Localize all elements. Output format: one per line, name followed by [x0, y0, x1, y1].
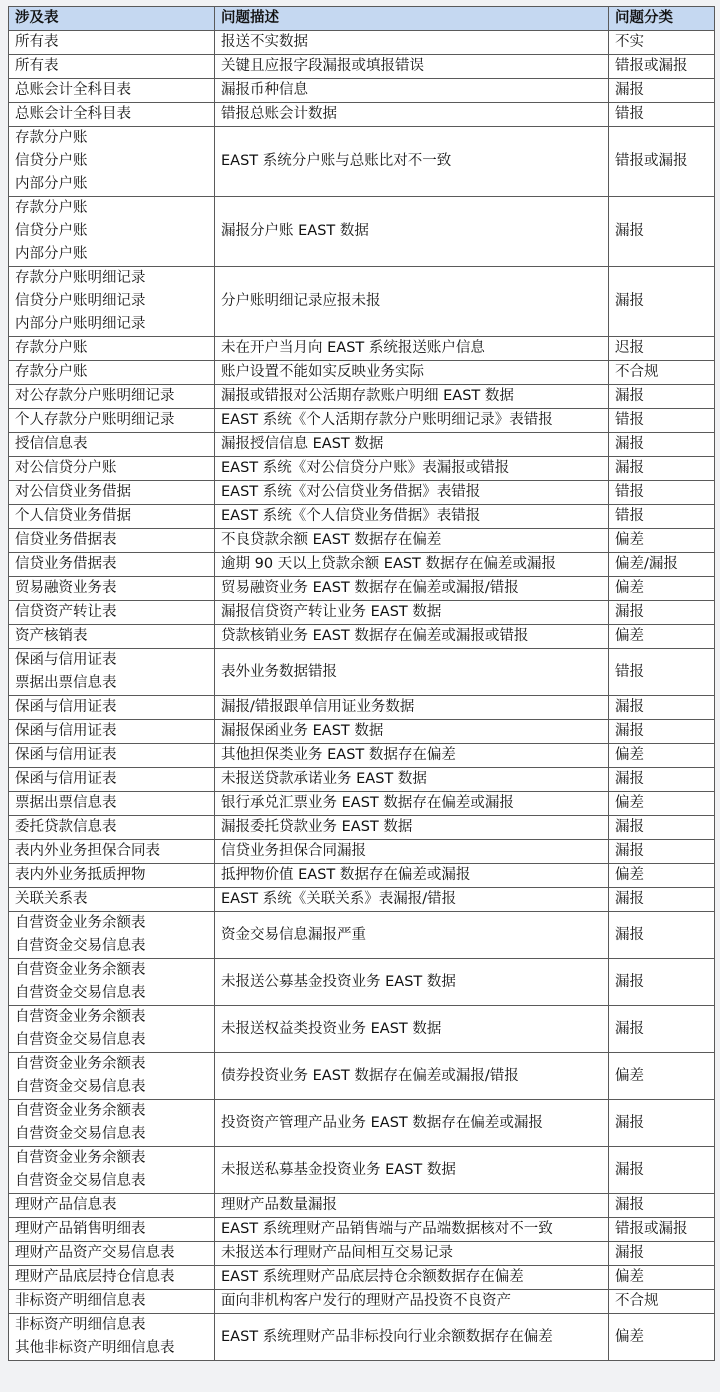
cell-category: 漏报	[609, 959, 715, 1006]
cell-description: 漏报币种信息	[215, 79, 609, 103]
cell-description: EAST 系统理财产品非标投向行业余额数据存在偏差	[215, 1314, 609, 1361]
cell-description: 账户设置不能如实反映业务实际	[215, 361, 609, 385]
table-name: 内部分户账	[15, 246, 88, 262]
cell-description: 漏报分户账 EAST 数据	[215, 197, 609, 267]
table-row	[9, 649, 715, 696]
table-name: 非标资产明细信息表	[15, 1317, 146, 1333]
cell-category: 偏差	[609, 864, 715, 888]
cell-tables	[9, 481, 215, 505]
table-row	[9, 888, 715, 912]
table-name: 票据出票信息表	[15, 675, 117, 691]
cell-tables	[9, 601, 215, 625]
cell-description: 贷款核销业务 EAST 数据存在偏差或漏报或错报	[215, 625, 609, 649]
table-name: 自营资金交易信息表	[15, 1032, 146, 1048]
table-name: 自营资金业务余额表	[15, 915, 146, 931]
cell-description: 面向非机构客户发行的理财产品投资不良资产	[215, 1290, 609, 1314]
cell-category: 迟报	[609, 337, 715, 361]
table-row	[9, 505, 715, 529]
cell-category: 错报	[609, 481, 715, 505]
cell-category: 不实	[609, 31, 715, 55]
table-name: 票据出票信息表	[15, 795, 117, 811]
table-name: 内部分户账明细记录	[15, 316, 146, 332]
cell-category: 偏差	[609, 1314, 715, 1361]
cell-tables	[9, 127, 215, 197]
cell-category: 漏报	[609, 433, 715, 457]
table-row	[9, 385, 715, 409]
cell-description: 未报送本行理财产品间相互交易记录	[215, 1242, 609, 1266]
cell-description: 投资资产管理产品业务 EAST 数据存在偏差或漏报	[215, 1100, 609, 1147]
table-name: 信贷分户账	[15, 223, 88, 239]
table-name: 对公存款分户账明细记录	[15, 388, 175, 404]
cell-category: 漏报	[609, 768, 715, 792]
cell-description: 不良贷款余额 EAST 数据存在偏差	[215, 529, 609, 553]
cell-tables	[9, 197, 215, 267]
cell-description: 债券投资业务 EAST 数据存在偏差或漏报/错报	[215, 1053, 609, 1100]
table-row	[9, 267, 715, 337]
table-name: 自营资金业务余额表	[15, 1103, 146, 1119]
cell-tables	[9, 79, 215, 103]
table-name: 理财产品信息表	[15, 1197, 117, 1213]
cell-category: 漏报	[609, 1242, 715, 1266]
cell-description: 未报送私募基金投资业务 EAST 数据	[215, 1147, 609, 1194]
cell-description: EAST 系统《个人信贷业务借据》表错报	[215, 505, 609, 529]
cell-category: 错报或漏报	[609, 55, 715, 79]
cell-tables	[9, 1314, 215, 1361]
cell-description: 漏报保函业务 EAST 数据	[215, 720, 609, 744]
table-name: 对公信贷业务借据	[15, 484, 131, 500]
table-header	[9, 7, 715, 31]
table-name: 表内外业务担保合同表	[15, 843, 160, 859]
table-name: 自营资金业务余额表	[15, 1056, 146, 1072]
table-name: 委托贷款信息表	[15, 819, 117, 835]
cell-category: 偏差	[609, 1053, 715, 1100]
table-row	[9, 577, 715, 601]
cell-description: 逾期 90 天以上贷款余额 EAST 数据存在偏差或漏报	[215, 553, 609, 577]
table-name: 表内外业务抵质押物	[15, 867, 146, 883]
cell-category: 偏差	[609, 1266, 715, 1290]
table-row	[9, 792, 715, 816]
table-row	[9, 1266, 715, 1290]
table-name: 其他非标资产明细信息表	[15, 1340, 175, 1356]
cell-tables	[9, 625, 215, 649]
cell-tables	[9, 1147, 215, 1194]
cell-category: 漏报	[609, 840, 715, 864]
table-row	[9, 696, 715, 720]
table-name: 所有表	[15, 34, 59, 50]
table-row	[9, 337, 715, 361]
table-name: 存款分户账明细记录	[15, 270, 146, 286]
cell-description: 关键且应报字段漏报或填报错误	[215, 55, 609, 79]
cell-tables	[9, 1100, 215, 1147]
table-name: 所有表	[15, 58, 59, 74]
cell-tables	[9, 888, 215, 912]
cell-tables	[9, 864, 215, 888]
cell-tables	[9, 385, 215, 409]
cell-category: 漏报	[609, 696, 715, 720]
cell-tables	[9, 505, 215, 529]
table-name: 保函与信用证表	[15, 723, 117, 739]
cell-description: EAST 系统分户账与总账比对不一致	[215, 127, 609, 197]
table-name: 总账会计全科目表	[15, 82, 131, 98]
table-row	[9, 1242, 715, 1266]
table-row	[9, 959, 715, 1006]
table-row	[9, 1006, 715, 1053]
cell-description: 理财产品数量漏报	[215, 1194, 609, 1218]
cell-tables	[9, 1194, 215, 1218]
cell-description: 表外业务数据错报	[215, 649, 609, 696]
cell-tables	[9, 1218, 215, 1242]
cell-category: 漏报	[609, 912, 715, 959]
table-name: 总账会计全科目表	[15, 106, 131, 122]
header-category: 问题分类	[609, 7, 715, 31]
table-name: 存款分户账	[15, 340, 88, 356]
cell-tables	[9, 31, 215, 55]
cell-category: 漏报	[609, 720, 715, 744]
table-name: 非标资产明细信息表	[15, 1293, 146, 1309]
cell-tables	[9, 720, 215, 744]
cell-tables	[9, 696, 215, 720]
table-name: 信贷分户账明细记录	[15, 293, 146, 309]
table-row	[9, 720, 715, 744]
table-row	[9, 1314, 715, 1361]
table-row	[9, 1147, 715, 1194]
cell-description: 其他担保类业务 EAST 数据存在偏差	[215, 744, 609, 768]
table-row	[9, 55, 715, 79]
cell-category: 漏报	[609, 457, 715, 481]
cell-category: 偏差	[609, 577, 715, 601]
cell-category: 漏报	[609, 1147, 715, 1194]
cell-description: 贸易融资业务 EAST 数据存在偏差或漏报/错报	[215, 577, 609, 601]
cell-description: 漏报或错报对公活期存款账户明细 EAST 数据	[215, 385, 609, 409]
table-name: 理财产品资产交易信息表	[15, 1245, 175, 1261]
header-description: 问题描述	[215, 7, 609, 31]
cell-tables	[9, 1006, 215, 1053]
cell-description: 抵押物价值 EAST 数据存在偏差或漏报	[215, 864, 609, 888]
cell-tables	[9, 959, 215, 1006]
table-name: 自营资金交易信息表	[15, 938, 146, 954]
cell-category: 漏报	[609, 385, 715, 409]
cell-category: 漏报	[609, 197, 715, 267]
cell-description: EAST 系统《个人活期存款分户账明细记录》表错报	[215, 409, 609, 433]
cell-category: 漏报	[609, 1100, 715, 1147]
cell-category: 错报	[609, 505, 715, 529]
table-name: 信贷分户账	[15, 153, 88, 169]
table-name: 自营资金交易信息表	[15, 1126, 146, 1142]
table-name: 内部分户账	[15, 176, 88, 192]
cell-description: EAST 系统理财产品底层持仓余额数据存在偏差	[215, 1266, 609, 1290]
table-row	[9, 1194, 715, 1218]
cell-tables	[9, 457, 215, 481]
cell-description: 分户账明细记录应报未报	[215, 267, 609, 337]
table-row	[9, 103, 715, 127]
cell-description: 未在开户当月向 EAST 系统报送账户信息	[215, 337, 609, 361]
table-name: 信贷业务借据表	[15, 556, 117, 572]
table-name: 理财产品销售明细表	[15, 1221, 146, 1237]
cell-tables	[9, 816, 215, 840]
cell-tables	[9, 1242, 215, 1266]
table-body	[9, 31, 715, 1361]
cell-tables	[9, 792, 215, 816]
table-row	[9, 79, 715, 103]
cell-description: 资金交易信息漏报严重	[215, 912, 609, 959]
cell-description: 未报送公募基金投资业务 EAST 数据	[215, 959, 609, 1006]
table-name: 自营资金业务余额表	[15, 1009, 146, 1025]
table-row	[9, 744, 715, 768]
table-name: 自营资金业务余额表	[15, 1150, 146, 1166]
table-name: 个人存款分户账明细记录	[15, 412, 175, 428]
cell-tables	[9, 409, 215, 433]
cell-tables	[9, 912, 215, 959]
table-name: 贸易融资业务表	[15, 580, 117, 596]
cell-description: 报送不实数据	[215, 31, 609, 55]
cell-description: EAST 系统理财产品销售端与产品端数据核对不一致	[215, 1218, 609, 1242]
cell-description: EAST 系统《对公信贷分户账》表漏报或错报	[215, 457, 609, 481]
cell-category: 不合规	[609, 361, 715, 385]
cell-category: 偏差	[609, 792, 715, 816]
table-name: 信贷业务借据表	[15, 532, 117, 548]
table-name: 存款分户账	[15, 364, 88, 380]
table-name: 存款分户账	[15, 200, 88, 216]
cell-tables	[9, 577, 215, 601]
table-name: 理财产品底层持仓信息表	[15, 1269, 175, 1285]
cell-tables	[9, 1053, 215, 1100]
cell-description: 错报总账会计数据	[215, 103, 609, 127]
cell-tables	[9, 529, 215, 553]
table-name: 授信信息表	[15, 436, 88, 452]
table-row	[9, 433, 715, 457]
table-name: 保函与信用证表	[15, 652, 117, 668]
header-row	[9, 7, 715, 31]
cell-category: 漏报	[609, 267, 715, 337]
table-row	[9, 127, 715, 197]
cell-category: 漏报	[609, 79, 715, 103]
table-row	[9, 481, 715, 505]
table-name: 保函与信用证表	[15, 747, 117, 763]
cell-category: 偏差/漏报	[609, 553, 715, 577]
table-name: 保函与信用证表	[15, 699, 117, 715]
cell-tables	[9, 553, 215, 577]
cell-tables	[9, 1266, 215, 1290]
cell-category: 漏报	[609, 1194, 715, 1218]
cell-category: 漏报	[609, 816, 715, 840]
cell-category: 漏报	[609, 601, 715, 625]
cell-category: 偏差	[609, 744, 715, 768]
cell-description: 银行承兑汇票业务 EAST 数据存在偏差或漏报	[215, 792, 609, 816]
cell-description: 未报送权益类投资业务 EAST 数据	[215, 1006, 609, 1053]
table-name: 自营资金交易信息表	[15, 985, 146, 1001]
table-name: 存款分户账	[15, 130, 88, 146]
cell-category: 偏差	[609, 529, 715, 553]
cell-description: 漏报信贷资产转让业务 EAST 数据	[215, 601, 609, 625]
cell-description: 漏报/错报跟单信用证业务数据	[215, 696, 609, 720]
cell-category: 错报	[609, 409, 715, 433]
table-row	[9, 457, 715, 481]
cell-tables	[9, 768, 215, 792]
cell-tables	[9, 267, 215, 337]
cell-category: 错报	[609, 649, 715, 696]
table-name: 自营资金交易信息表	[15, 1173, 146, 1189]
table-row	[9, 1100, 715, 1147]
table-row	[9, 1218, 715, 1242]
table-row	[9, 1053, 715, 1100]
table-row	[9, 409, 715, 433]
table-name: 信贷资产转让表	[15, 604, 117, 620]
cell-description: EAST 系统《关联关系》表漏报/错报	[215, 888, 609, 912]
table-row	[9, 31, 715, 55]
table-name: 个人信贷业务借据	[15, 508, 131, 524]
cell-category: 错报	[609, 103, 715, 127]
table-row	[9, 864, 715, 888]
table-row	[9, 816, 715, 840]
cell-description: EAST 系统《对公信贷业务借据》表错报	[215, 481, 609, 505]
cell-category: 漏报	[609, 888, 715, 912]
cell-category: 错报或漏报	[609, 1218, 715, 1242]
cell-tables	[9, 103, 215, 127]
cell-tables	[9, 744, 215, 768]
table-row	[9, 840, 715, 864]
issues-table	[8, 6, 715, 1361]
cell-tables	[9, 337, 215, 361]
cell-tables	[9, 55, 215, 79]
table-name: 保函与信用证表	[15, 771, 117, 787]
table-row	[9, 361, 715, 385]
table-row	[9, 529, 715, 553]
cell-description: 漏报委托贷款业务 EAST 数据	[215, 816, 609, 840]
table-row	[9, 1290, 715, 1314]
table-name: 关联关系表	[15, 891, 88, 907]
cell-description: 漏报授信信息 EAST 数据	[215, 433, 609, 457]
cell-tables	[9, 1290, 215, 1314]
cell-tables	[9, 840, 215, 864]
cell-category: 偏差	[609, 625, 715, 649]
table-name: 自营资金业务余额表	[15, 962, 146, 978]
cell-tables	[9, 649, 215, 696]
table-row	[9, 625, 715, 649]
table-name: 对公信贷分户账	[15, 460, 117, 476]
table-row	[9, 601, 715, 625]
table-name: 自营资金交易信息表	[15, 1079, 146, 1095]
cell-description: 信贷业务担保合同漏报	[215, 840, 609, 864]
table-row	[9, 768, 715, 792]
table-row	[9, 197, 715, 267]
table-name: 资产核销表	[15, 628, 88, 644]
cell-category: 不合规	[609, 1290, 715, 1314]
cell-category: 错报或漏报	[609, 127, 715, 197]
cell-tables	[9, 361, 215, 385]
table-row	[9, 912, 715, 959]
table-row	[9, 553, 715, 577]
cell-category: 漏报	[609, 1006, 715, 1053]
cell-description: 未报送贷款承诺业务 EAST 数据	[215, 768, 609, 792]
cell-tables	[9, 433, 215, 457]
header-tables: 涉及表	[9, 7, 215, 31]
